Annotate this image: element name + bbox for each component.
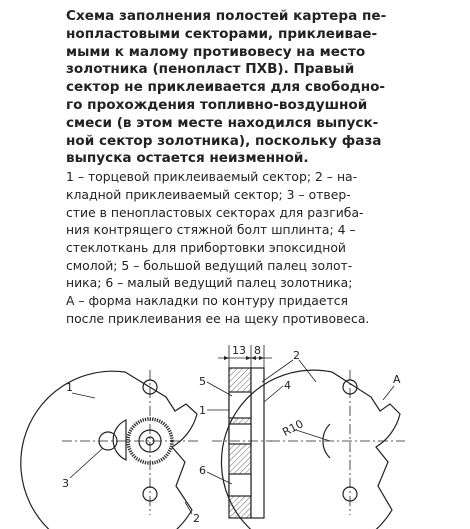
left-inner-cutout — [113, 420, 126, 460]
caption-line: золотника (пенопласт ПХВ). Правый — [66, 61, 355, 78]
legend-line: смолой; 5 – большой ведущий палец золот- — [66, 257, 353, 273]
middle-view — [207, 345, 293, 518]
left-label-1: 1 — [66, 381, 73, 394]
legend-line: ния контрящего стяжной болт шплинта; 4 – — [66, 222, 356, 238]
right-label-A: A — [393, 373, 401, 386]
legend-line: А – форма накладки по контуру придается — [66, 293, 348, 309]
mid-label-2: 2 — [293, 349, 300, 362]
caption-line: сектор не приклеивается для свободно- — [66, 79, 386, 96]
legend-line: кладной приклеиваемый сектор; 3 – отвер- — [66, 186, 351, 202]
left-label-3: 3 — [62, 477, 69, 490]
section-part-b — [251, 368, 264, 518]
caption-line: ной сектор золотника), поскольку фаза — [66, 132, 382, 149]
leader-mid-6 — [207, 472, 232, 484]
caption-line: мыми к малому противовесу на место — [66, 43, 366, 60]
left-label-2: 2 — [193, 512, 200, 525]
legend-line: стие в пенопластовых секторах для разгиба- — [66, 204, 364, 220]
mid-label-4: 4 — [284, 379, 291, 392]
legend-line: после приклеивания ее на щеку противовеса. — [66, 310, 370, 326]
mid-label-6: 6 — [199, 464, 206, 477]
leader-left-1 — [72, 393, 95, 398]
leader-left-3 — [70, 448, 103, 478]
caption-line: смеси (в этом месте находился выпуск- — [66, 114, 379, 131]
section-slot-bottom — [229, 474, 251, 496]
dim-label-13: 13 — [232, 344, 246, 357]
legend-line: ника; 6 – малый ведущий палец золотника; — [66, 275, 353, 291]
mid-label-5: 5 — [199, 375, 206, 388]
caption-line: Схема заполнения полостей картера пе- — [66, 8, 387, 24]
legend-line: 1 – торцевой приклеиваемый сектор; 2 – на- — [66, 169, 358, 185]
caption-line: выпуска остается неизменной. — [66, 150, 309, 167]
leader-right-A — [383, 386, 394, 400]
caption-line: го прохождения топливно-воздушной — [66, 96, 368, 113]
section-slot-top — [229, 392, 251, 418]
legend-line: стеклоткань для прибортовки эпоксидной — [66, 239, 346, 255]
dim-label-8: 8 — [254, 344, 261, 357]
caption-line: нопластовыми секторами, приклеивае- — [66, 25, 378, 42]
leader-mid-4 — [264, 386, 283, 402]
mid-label-1: 1 — [199, 404, 206, 417]
right-label-radius: R10 — [280, 417, 306, 439]
leader-mid-5 — [207, 382, 232, 396]
left-view — [21, 370, 200, 529]
